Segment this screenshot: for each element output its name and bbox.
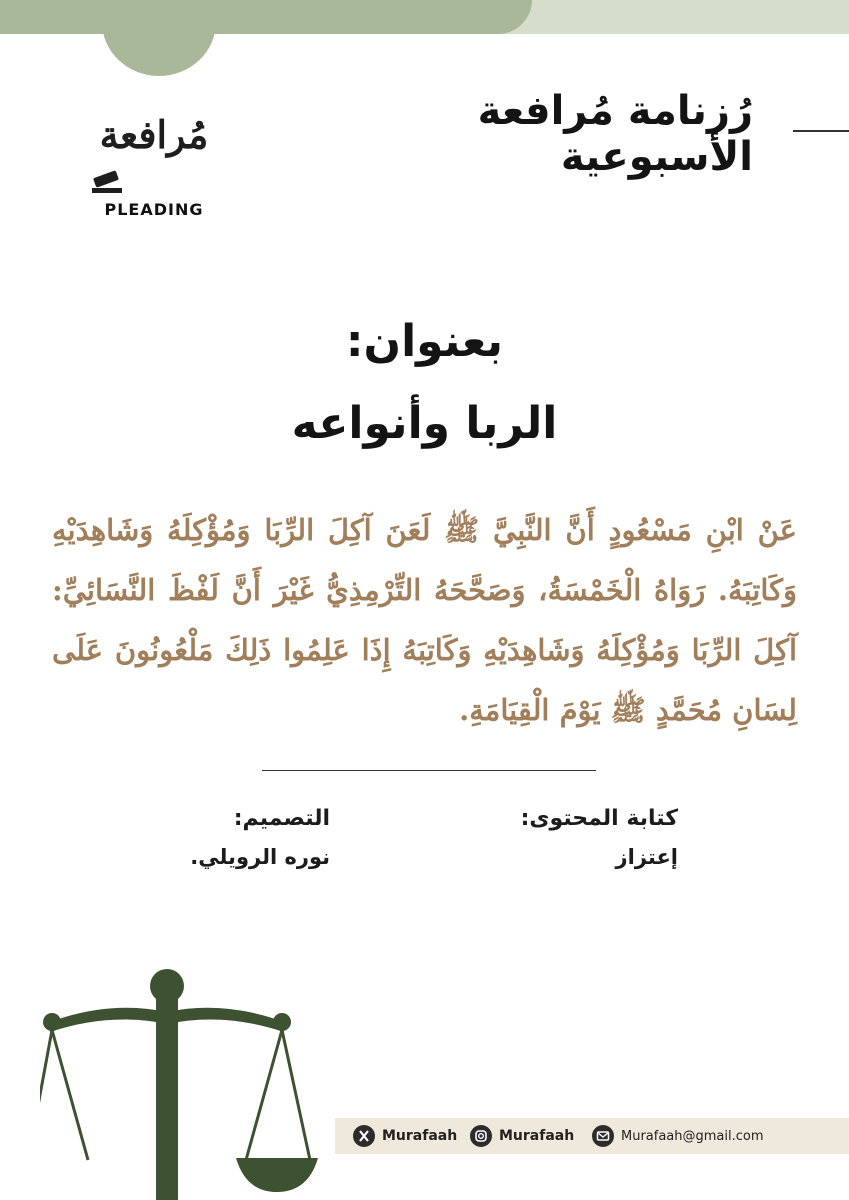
- email-contact[interactable]: [592, 1124, 764, 1148]
- hadith-text: عَنْ ابْنِ مَسْعُودٍ أَنَّ النَّبِيَّ ﷺ لَعَنَ آكِلَ الرِّبَا وَمُؤْكِلَهُ وَشَاهِدَيْهِ وَكَاتِبَهُ. رَوَاهُ الْخَمْسَةُ، وَصَحَّحَهُ التِّرْمِذِيُّ غَيْرَ أَنَّ لَفْظَ النَّسَائِيِّ: آكِلَ الرِّبَا وَمُؤْكِلَهُ وَشَاهِدَيْهِ وَكَاتِبَهُ إِذَا عَلِمُوا ذَلِكَ مَلْعُونُونَ عَلَى لِسَانِ مُحَمَّدٍ ﷺ يَوْمَ الْقِيَامَةِ.: [52, 513, 797, 727]
- instagram-handle: Murafaah: [499, 1128, 575, 1144]
- logo-arabic-text: مُرافعة: [99, 112, 209, 157]
- scales-of-justice-icon: [40, 960, 320, 1200]
- subject-title: الربا وأنواعه: [291, 398, 558, 449]
- logo-english-text: PLEADING: [104, 200, 204, 219]
- x-twitter-icon: [353, 1125, 375, 1147]
- design-credit-value: نوره الرويلي.: [190, 845, 330, 869]
- logo: [84, 112, 224, 224]
- design-credit-label: التصميم:: [233, 806, 330, 831]
- subject-label: بعنوان:: [345, 316, 504, 367]
- gavel-icon: [90, 166, 130, 196]
- content-credit-value: إعتزاز: [615, 845, 678, 869]
- design-credit: [130, 806, 330, 869]
- instagram-icon: [470, 1125, 492, 1147]
- top-decorative-circle: [102, 0, 216, 76]
- page-title: رُزنامة مُرافعة الأسبوعية: [477, 88, 753, 180]
- top-band-accent: [0, 0, 532, 34]
- email-address: Murafaah@gmail.com: [621, 1128, 764, 1144]
- twitter-contact[interactable]: [353, 1124, 457, 1148]
- content-credit-label: كتابة المحتوى:: [520, 806, 678, 831]
- twitter-handle: Murafaah: [382, 1128, 458, 1144]
- instagram-contact[interactable]: [470, 1124, 574, 1148]
- content-credit: [478, 806, 678, 869]
- section-divider: [262, 770, 596, 771]
- header-divider: [793, 130, 849, 132]
- mail-icon: [592, 1125, 614, 1147]
